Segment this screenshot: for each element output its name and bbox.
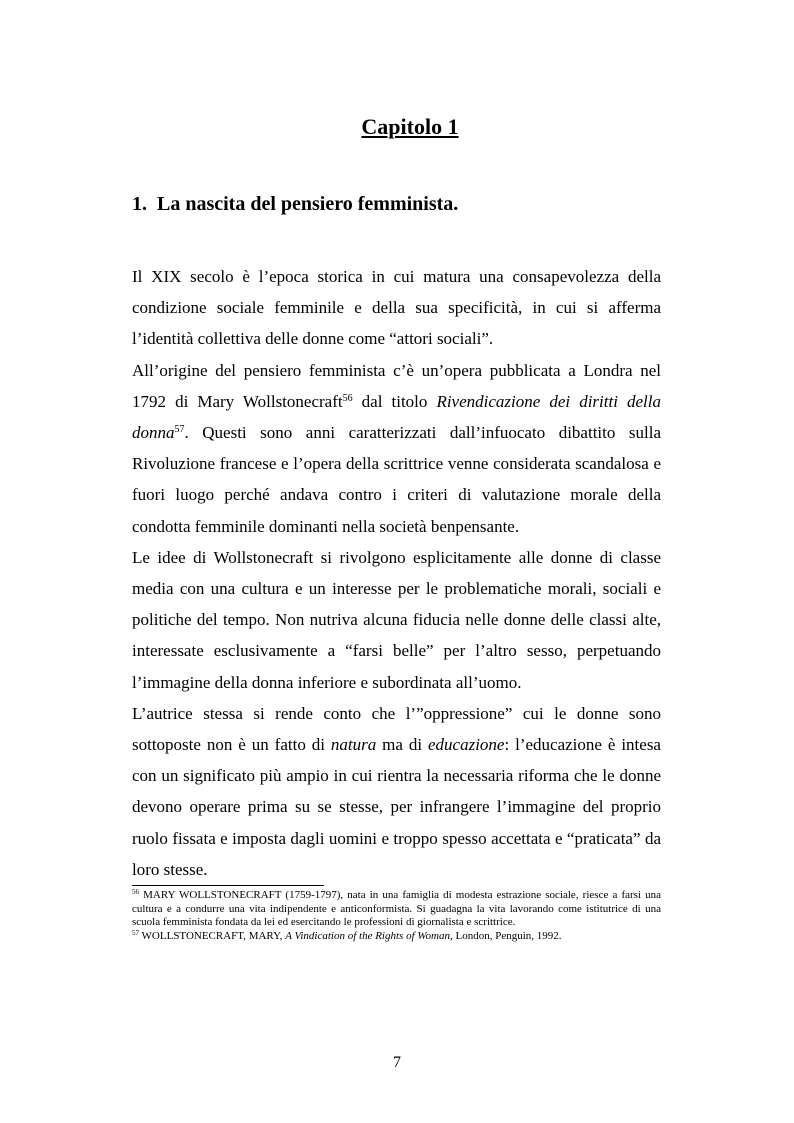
book-title-italic: Rivendicazione dei diritti della donna <box>132 391 661 443</box>
paragraph-4-text-c: : l’educazione è intesa con un significato più ampio in cui rientra la necessaria riforma che le donne devono operare prima su se stesse, per infrangere l’immagine del proprio ruolo fissata e imposta dagli uomini e troppo spesso accettata e “praticata” da loro stesse. <box>132 735 661 879</box>
chapter-title: Capitolo 1 <box>361 114 459 139</box>
section-title: La nascita del pensiero femminista. <box>157 193 459 215</box>
educazione-italic: educazione <box>427 735 505 755</box>
footnote-ref-57[interactable]: 57 <box>174 424 185 436</box>
footnote-56-number: 56 <box>132 888 139 896</box>
paragraph-3: Le idee di Wollstonecraft si rivolgono esplicitamente alle donne di classe media con una cultura e un interesse per le problematiche morali, sociali e politiche del tempo. Non nutriva alcuna fiducia nelle donne delle classi alte, interessate esclusivamente a “farsi belle” per l’altro sesso, perpetuando l’immagine della donna inferiore e subordinata all’uomo. <box>132 547 661 692</box>
footnote-57-text-b: , London, Penguin, 1992. <box>449 929 562 942</box>
footnote-57-number: 57 <box>132 928 139 937</box>
paragraph-2 <box>132 355 661 542</box>
section-number: 1. <box>132 193 147 215</box>
paragraph-2-text-b: dal titolo <box>352 391 437 411</box>
section-heading <box>132 193 458 216</box>
footnote-57 <box>132 930 661 944</box>
paragraph-1: Il XIX secolo è l’epoca storica in cui matura una consapevolezza della condizione sociale femminile e della sua specificità, in cui si afferma l’identità collettiva delle donne come “attori sociali”. <box>132 267 661 349</box>
footnotes <box>132 889 661 943</box>
footnote-57-title: A Vindication of the Rights of Woman <box>285 929 450 942</box>
footnote-divider <box>132 885 324 886</box>
paragraph-4 <box>132 698 661 885</box>
paragraph-4-text-a: L’autrice stessa si rende conto che l’”oppressione” cui le donne sono sottoposte non è un fatto di <box>132 703 661 755</box>
footnote-57-text-a: WOLLSTONECRAFT, MARY, <box>139 929 286 942</box>
footnote-56 <box>132 889 661 930</box>
natura-italic: natura <box>330 735 377 755</box>
body-text <box>132 261 661 885</box>
page-number: 7 <box>393 1054 401 1071</box>
footnote-ref-56[interactable]: 56 <box>342 392 353 404</box>
paragraph-2-text-c: . Questi sono anni caratterizzati dall’infuocato dibattito sulla Rivoluzione francese e l’opera della scrittrice venne considerata scandalosa e fuori luogo perché andava contro i criteri di valutazione morale della condotta femminile dominanti nella società benpensante. <box>132 423 661 536</box>
paragraph-4-text-b: ma di <box>376 735 428 755</box>
paragraph-2-text-a: All’origine del pensiero femminista c’è un’opera pubblicata a Londra nel 1792 di Mary Wollstonecraft <box>132 360 661 411</box>
footnote-56-text: MARY WOLLSTONECRAFT (1759-1797), nata in una famiglia di modesta estrazione sociale, riesce a farsi una cultura e a condurre una vita indipendente e anticonformista. Si guadagna la vita lavorando come istitutrice di una scuola femminista fondata da lei ed esercitando le professioni di giornalista e scrittrice. <box>132 889 661 928</box>
